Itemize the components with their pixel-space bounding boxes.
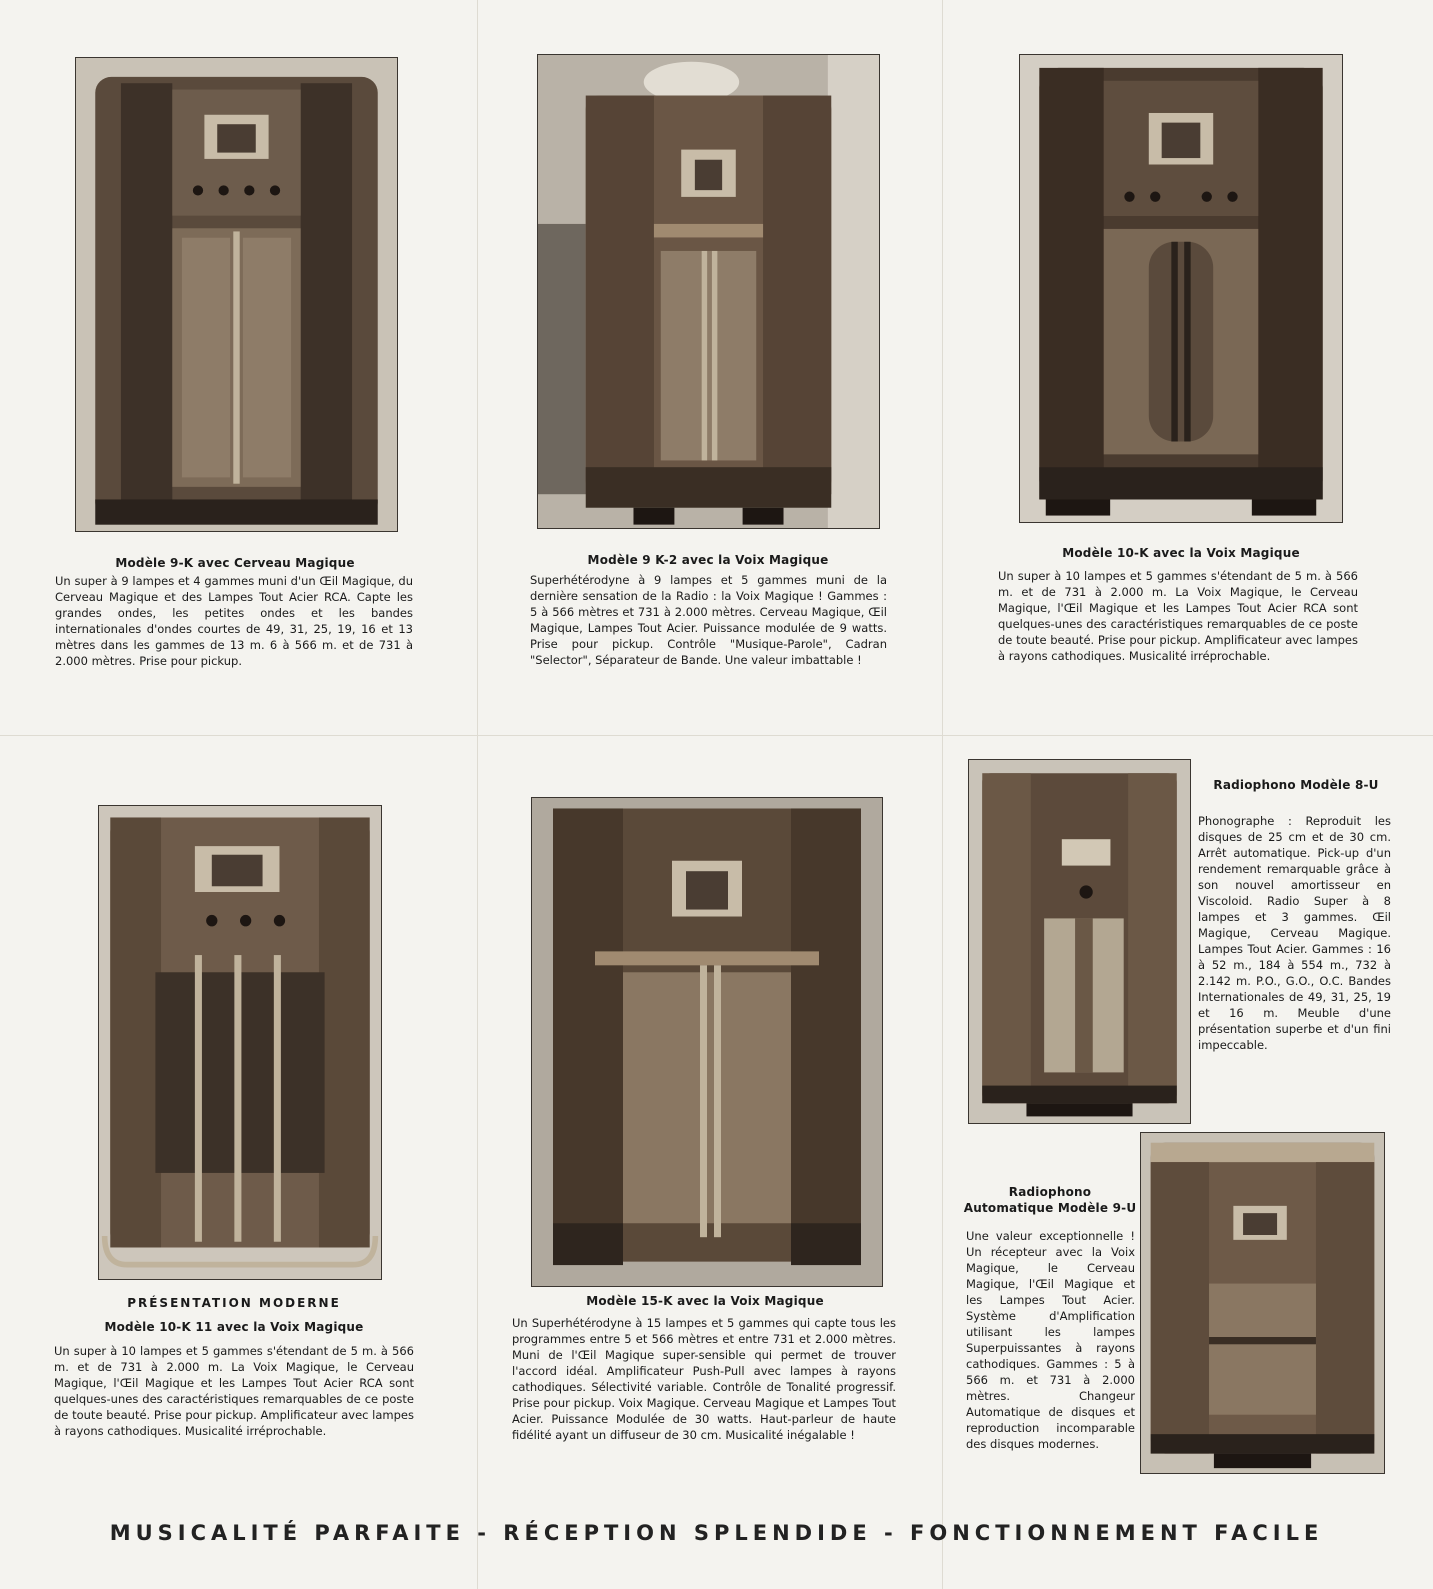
model-title: Modèle 9-K avec Cerveau Magique	[115, 556, 355, 570]
footer-slogan: MUSICALITÉ PARFAITE - RÉCEPTION SPLENDIDE - FONCTIONNEMENT FACILE	[109, 1521, 1324, 1545]
radio-photo-9u	[1140, 1132, 1385, 1474]
radio-photo-15k	[531, 797, 883, 1287]
model-description: Phonographe : Reproduit les disques de 25 cm et de 30 cm. Arrêt automatique. Pick-up d'un rendement remarquable grâce à son nouvel amortisseur en Viscoloid. Radio Super à 8 lampes et 3 gammes. Œil Magique, Cerveau Magique. Lampes Tout Acier. Gammes : 16 à 52 m., 184 à 554 m., 732 à 2.142 m. P.O., G.O., O.C. Bandes Internationales de 49, 31, 25, 19 et 16 m. Meuble d'une présentation superbe et d'un fini impeccable.	[1198, 814, 1391, 1052]
model-description: Un super à 9 lampes et 4 gammes muni d'un Œil Magique, du Cerveau Magique et des Lampes Tout Acier RCA. Capte les grandes ondes, les petites ondes et les bandes internationales d'ondes courtes de 49, 31, 25, 19, 16 et 13 mètres dans les gammes de 13 m. 6 à 566 m. et de 731 à 2.000 mètres. Prise pour pickup.	[55, 574, 413, 668]
radio-photo-8u	[968, 759, 1191, 1124]
presentation-heading: PRÉSENTATION MODERNE	[127, 1296, 341, 1310]
model-title: Modèle 10-K 11 avec la Voix Magique	[104, 1320, 364, 1334]
model-title: Modèle 9 K-2 avec la Voix Magique	[587, 553, 829, 567]
model-description: Un super à 10 lampes et 5 gammes s'étendant de 5 m. à 566 m. et de 731 à 2.000 m. La Voix Magique, le Cerveau Magique, l'Œil Magique et les Lampes Tout Acier RCA sont quelques-unes des caractéristiques remarquables de ce poste de toute beauté. Prise pour pickup. Amplificateur avec lampes à rayons cathodiques. Musicalité irréprochable.	[998, 569, 1358, 663]
radio-photo-10k	[1019, 54, 1343, 523]
model-title: Radiophono Automatique Modèle 9-U	[963, 1185, 1137, 1215]
model-description: Une valeur exceptionnelle ! Un récepteur avec la Voix Magique, le Cerveau Magique, l'Œil Magique et les Lampes Tout Acier. Système d'Amplification utilisant les lampes Superpuissantes à rayons cathodiques. Gammes : 5 à 566 m. et 731 à 2.000 mètres. Changeur Automatique de disques et reproduction incomparable des disques modernes.	[966, 1229, 1135, 1451]
radio-photo-9k2	[537, 54, 880, 529]
radio-photo-10k11	[98, 805, 382, 1280]
radio-photo-9k	[75, 57, 398, 532]
model-title: Modèle 15-K avec la Voix Magique	[586, 1294, 824, 1308]
model-description: Un Superhétérodyne à 15 lampes et 5 gammes qui capte tous les programmes entre 5 et 566 mètres et entre 731 et 2.000 mètres. Muni de l'Œil Magique super-sensible qui permet de trouver l'accord idéal. Amplificateur Push-Pull avec lampes à rayons cathodiques. Sélectivité variable. Contrôle de Tonalité progressif. Prise pour pickup. Voix Magique. Cerveau Magique et Lampes Tout Acier. Puissance Modulée de 30 watts. Haut-parleur de haute fidélité ayant un diffuseur de 30 cm. Musicalité inégalable !	[512, 1316, 896, 1442]
model-title: Radiophono Modèle 8-U	[1213, 778, 1379, 792]
model-title: Modèle 10-K avec la Voix Magique	[1062, 546, 1300, 560]
fold-line	[0, 735, 1433, 736]
model-description: Un super à 10 lampes et 5 gammes s'étendant de 5 m. à 566 m. et de 731 à 2.000 m. La Voix Magique, le Cerveau Magique, l'Œil Magique et les Lampes Tout Acier RCA sont quelques-unes des caractéristiques remarquables de ce poste de toute beauté. Prise pour pickup. Amplificateur avec lampes à rayons cathodiques. Musicalité irréprochable.	[54, 1344, 414, 1438]
fold-line	[477, 0, 478, 1589]
model-description: Superhétérodyne à 9 lampes et 5 gammes muni de la dernière sensation de la Radio : la Voix Magique ! Gammes : 5 à 566 mètres et 731 à 2.000 mètres. Cerveau Magique, Œil Magique, Lampes Tout Acier. Puissance modulée de 9 watts. Prise pour pickup. Contrôle "Musique-Parole", Cadran "Selector", Séparateur de Bande. Une valeur imbattable !	[530, 573, 887, 667]
fold-line	[942, 0, 943, 1589]
